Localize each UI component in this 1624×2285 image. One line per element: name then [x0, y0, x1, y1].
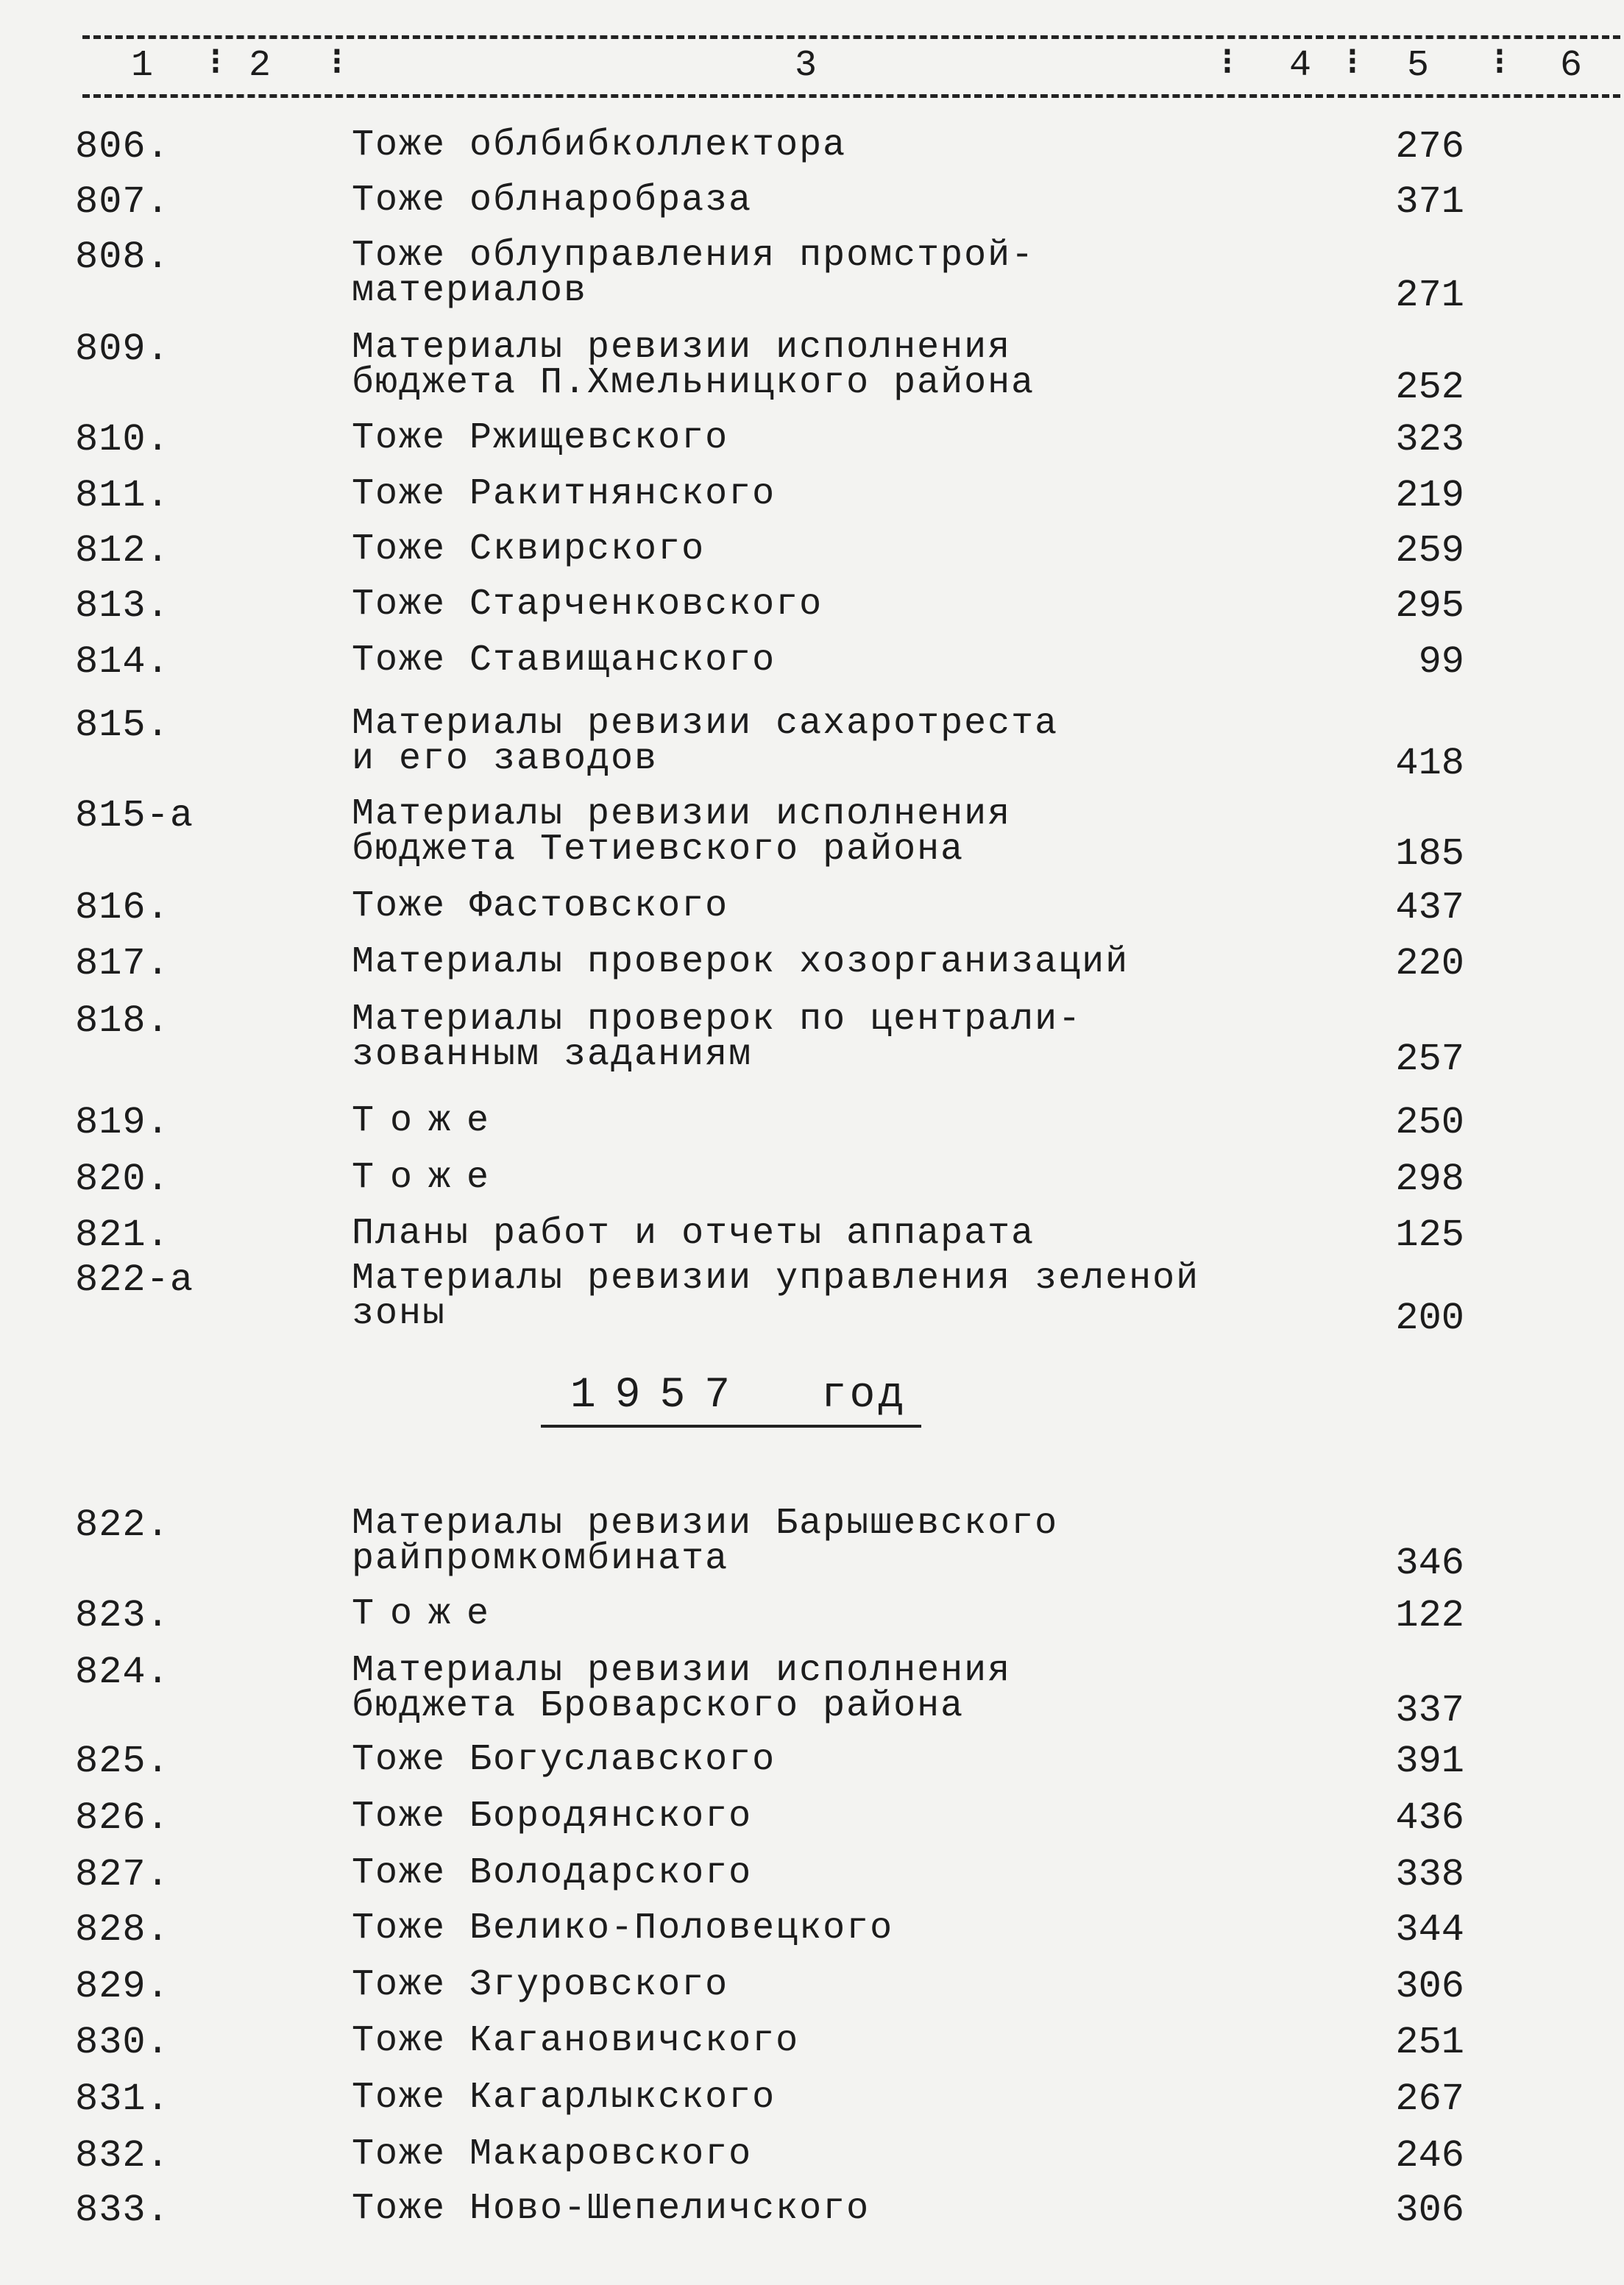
entry-value: 295	[1395, 584, 1464, 628]
entry-value: 437	[1395, 886, 1464, 929]
entry-title: Тоже Ново-Шепеличского	[352, 2188, 870, 2230]
entry-number: 807.	[75, 180, 170, 224]
entry-number: 817.	[75, 942, 170, 985]
entry-value: 200	[1395, 1297, 1464, 1340]
entry-title: Тоже Ржищевского	[352, 417, 729, 459]
entry-title: Материалы ревизии исполнения бюджета П.Хмельницкого района	[352, 327, 1035, 404]
entry-title: Тоже Кагановичского	[352, 2020, 800, 2062]
entry-value: 337	[1395, 1689, 1464, 1732]
entry-title: Тоже Сквирского	[352, 528, 706, 570]
entry-title: Тоже облбибколлектора	[352, 124, 847, 166]
entry-number: 813.	[75, 584, 170, 628]
entry-value: 391	[1395, 1740, 1464, 1783]
entry-number: 832.	[75, 2134, 170, 2178]
entry-number: 821.	[75, 1214, 170, 1257]
year-number: 1957	[570, 1372, 750, 1420]
entry-number: 811.	[75, 474, 170, 517]
entry-title: Материалы ревизии исполнения бюджета Тетиевского района	[352, 793, 1012, 871]
entry-title: Материалы проверок по централи- зованным заданиям	[352, 999, 1082, 1076]
entry-title: Тоже Богуславского	[352, 1739, 776, 1781]
entry-title: Материалы проверок хозорганизаций	[352, 941, 1130, 983]
year-label: год	[820, 1372, 907, 1420]
entry-value: 267	[1395, 2077, 1464, 2121]
header-col-6: 6	[1560, 45, 1583, 87]
entry-number: 825.	[75, 1740, 170, 1783]
entry-value: 306	[1395, 1965, 1464, 2008]
entry-title: Материалы ревизии Барышевского райпромкомбината	[352, 1503, 1059, 1580]
entry-value: 306	[1395, 2189, 1464, 2232]
header-col-3: 3	[795, 45, 818, 87]
entry-value: 436	[1395, 1796, 1464, 1840]
entry-value: 298	[1395, 1158, 1464, 1201]
entry-value: 125	[1395, 1214, 1464, 1257]
year-heading-underlined	[541, 1370, 921, 1428]
entry-value: 271	[1395, 274, 1464, 317]
entry-title: Тоже	[352, 1157, 506, 1199]
entry-number: 810.	[75, 418, 170, 461]
entry-title: Тоже Фастовского	[352, 885, 729, 927]
entry-value: 252	[1395, 366, 1464, 409]
header-separator: ⁝	[1221, 43, 1233, 85]
entry-number: 823.	[75, 1594, 170, 1637]
entry-title: Тоже Володарского	[352, 1852, 753, 1894]
entry-title: Тоже	[352, 1100, 506, 1142]
entry-value: 99	[1418, 640, 1464, 684]
year-heading	[0, 1370, 1624, 1428]
entry-value: 250	[1395, 1101, 1464, 1144]
entry-title: Тоже Бородянского	[352, 1796, 753, 1838]
entry-number: 827.	[75, 1853, 170, 1896]
entry-value: 371	[1395, 180, 1464, 224]
entry-number: 815.	[75, 704, 170, 747]
header-top-rule	[82, 35, 1620, 39]
entry-number: 831.	[75, 2077, 170, 2121]
entry-number: 826.	[75, 1796, 170, 1840]
header-separator: ⁝	[331, 43, 343, 85]
entry-number: 808.	[75, 235, 170, 279]
entry-number: 812.	[75, 529, 170, 573]
entry-number: 819.	[75, 1101, 170, 1144]
entry-value: 251	[1395, 2021, 1464, 2064]
entry-value: 344	[1395, 1908, 1464, 1952]
entry-number: 830.	[75, 2021, 170, 2064]
header-separator: ⁝	[210, 43, 221, 85]
entry-value: 418	[1395, 742, 1464, 785]
header-separator: ⁝	[1494, 43, 1506, 85]
entry-title: Тоже Макаровского	[352, 2133, 753, 2175]
entry-number: 820.	[75, 1158, 170, 1201]
entry-value: 219	[1395, 474, 1464, 517]
entry-value: 122	[1395, 1594, 1464, 1637]
entry-number: 809.	[75, 327, 170, 371]
entry-title: Материалы ревизии управления зеленой зоны	[352, 1258, 1200, 1335]
entry-number: 814.	[75, 640, 170, 684]
entry-number: 822-а	[75, 1258, 194, 1302]
entry-title: Тоже Кагарлыкского	[352, 2077, 776, 2119]
entry-title: Планы работ и отчеты аппарата	[352, 1213, 1035, 1255]
entry-number: 833.	[75, 2189, 170, 2232]
entry-title: Тоже облнаробраза	[352, 180, 753, 222]
entry-value: 346	[1395, 1542, 1464, 1585]
entry-value: 246	[1395, 2134, 1464, 2178]
entry-title: Тоже Ракитнянского	[352, 473, 776, 515]
entry-value: 257	[1395, 1038, 1464, 1081]
entry-value: 220	[1395, 942, 1464, 985]
entry-title: Тоже	[352, 1593, 506, 1635]
entry-title: Тоже Згуровского	[352, 1964, 729, 2006]
entry-title: Тоже облуправления промстрой- материалов	[352, 235, 1035, 312]
header-col-5: 5	[1407, 45, 1430, 87]
entry-value: 185	[1395, 832, 1464, 876]
entry-value: 259	[1395, 529, 1464, 573]
entry-title: Тоже Ставищанского	[352, 640, 776, 681]
entry-value: 276	[1395, 125, 1464, 169]
header-bottom-rule	[82, 94, 1620, 98]
entry-number: 815-а	[75, 794, 194, 837]
header-col-4: 4	[1289, 45, 1312, 87]
entry-value: 338	[1395, 1853, 1464, 1896]
entry-title: Материалы ревизии исполнения бюджета Броварского района	[352, 1650, 1012, 1727]
entry-number: 818.	[75, 999, 170, 1043]
entry-title: Материалы ревизии сахаротреста и его заводов	[352, 703, 1059, 780]
entry-number: 828.	[75, 1908, 170, 1952]
entry-number: 829.	[75, 1965, 170, 2008]
entry-title: Тоже Велико-Половецкого	[352, 1907, 894, 1949]
entry-number: 806.	[75, 125, 170, 169]
entry-number: 816.	[75, 886, 170, 929]
header-col-1: 1	[131, 45, 154, 87]
header-col-2: 2	[249, 45, 272, 87]
entry-value: 323	[1395, 418, 1464, 461]
header-separator: ⁝	[1347, 43, 1358, 85]
entry-title: Тоже Старченковского	[352, 584, 823, 626]
entry-number: 822.	[75, 1503, 170, 1547]
entry-number: 824.	[75, 1651, 170, 1694]
